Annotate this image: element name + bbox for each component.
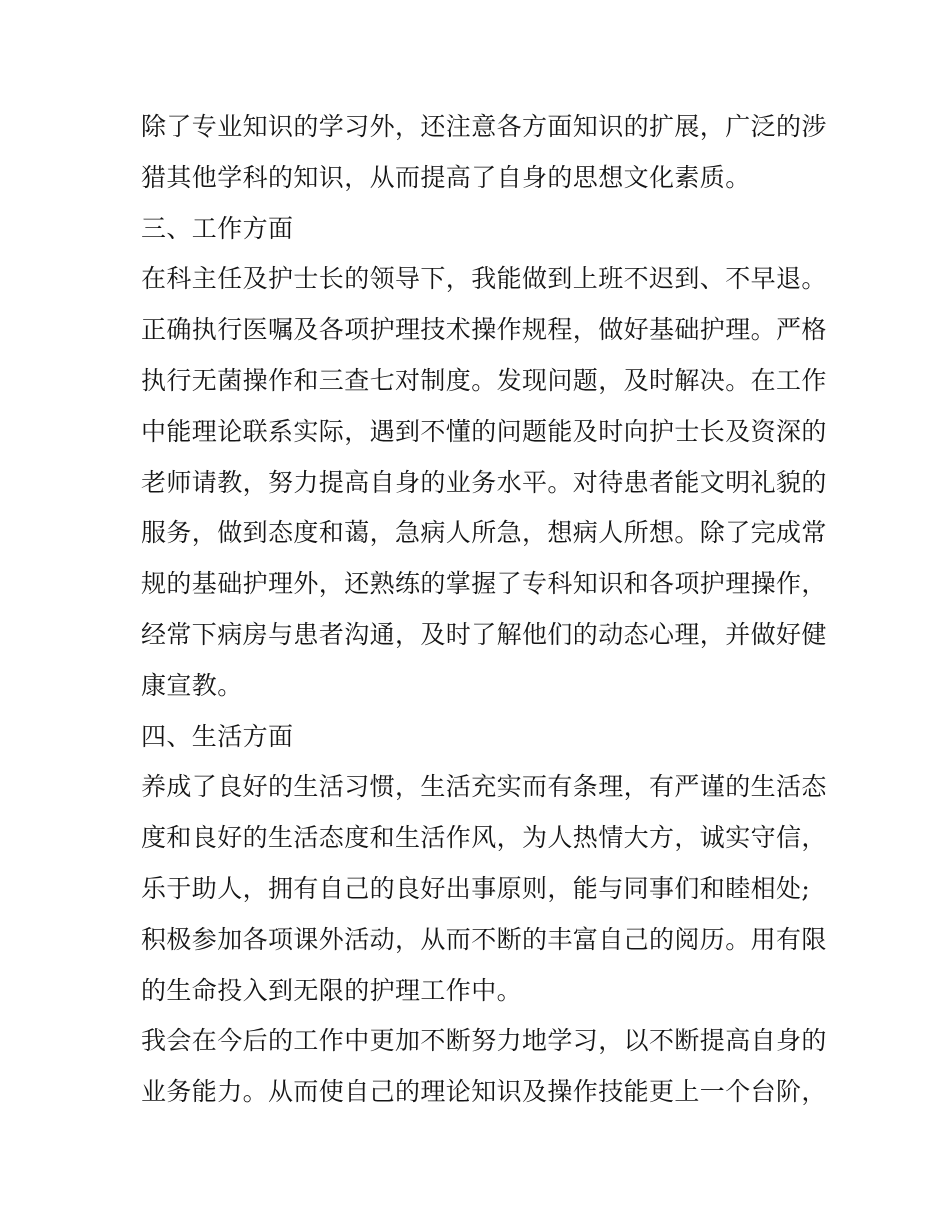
text-line: 度和良好的生活态度和生活作风，为人热情大方，诚实守信， [141,823,827,853]
document-body [141,102,827,1118]
text-line: 中能理论联系实际，遇到不懂的问题能及时向护士长及资深的 [141,416,827,446]
section-heading-work: 三、工作方面 [141,213,294,243]
section-heading-life: 四、生活方面 [141,721,294,751]
text-line: 服务，做到态度和蔼，急病人所急，想病人所想。除了完成常 [141,518,827,548]
text-line: 执行无菌操作和三查七对制度。发现问题，及时解决。在工作 [141,365,827,395]
text-line: 的生命投入到无限的护理工作中。 [141,975,523,1005]
text-line: 猎其他学科的知识，从而提高了自身的思想文化素质。 [141,162,751,192]
text-line: 正确执行医嘱及各项护理技术操作规程，做好基础护理。严格 [141,315,827,345]
text-line: 经常下病房与患者沟通，及时了解他们的动态心理，并做好健 [141,619,827,649]
text-line: 在科主任及护士长的领导下，我能做到上班不迟到、不早退。 [141,264,827,294]
text-line: 养成了良好的生活习惯，生活充实而有条理，有严谨的生活态 [141,772,827,802]
text-line: 康宣教。 [141,670,243,700]
text-line: 规的基础护理外，还熟练的掌握了专科知识和各项护理操作， [141,569,827,599]
text-line: 除了专业知识的学习外，还注意各方面知识的扩展，广泛的涉 [141,112,827,141]
text-line: 我会在今后的工作中更加不断努力地学习，以不断提高自身的 [141,1026,827,1056]
text-line: 积极参加各项课外活动，从而不断的丰富自己的阅历。用有限 [141,924,827,954]
text-line: 业务能力。从而使自己的理论知识及操作技能更上一个台阶， [141,1077,827,1107]
text-line: 老师请教，努力提高自身的业务水平。对待患者能文明礼貌的 [141,467,827,497]
text-line: 乐于助人，拥有自己的良好出事原则，能与同事们和睦相处; [141,873,811,903]
